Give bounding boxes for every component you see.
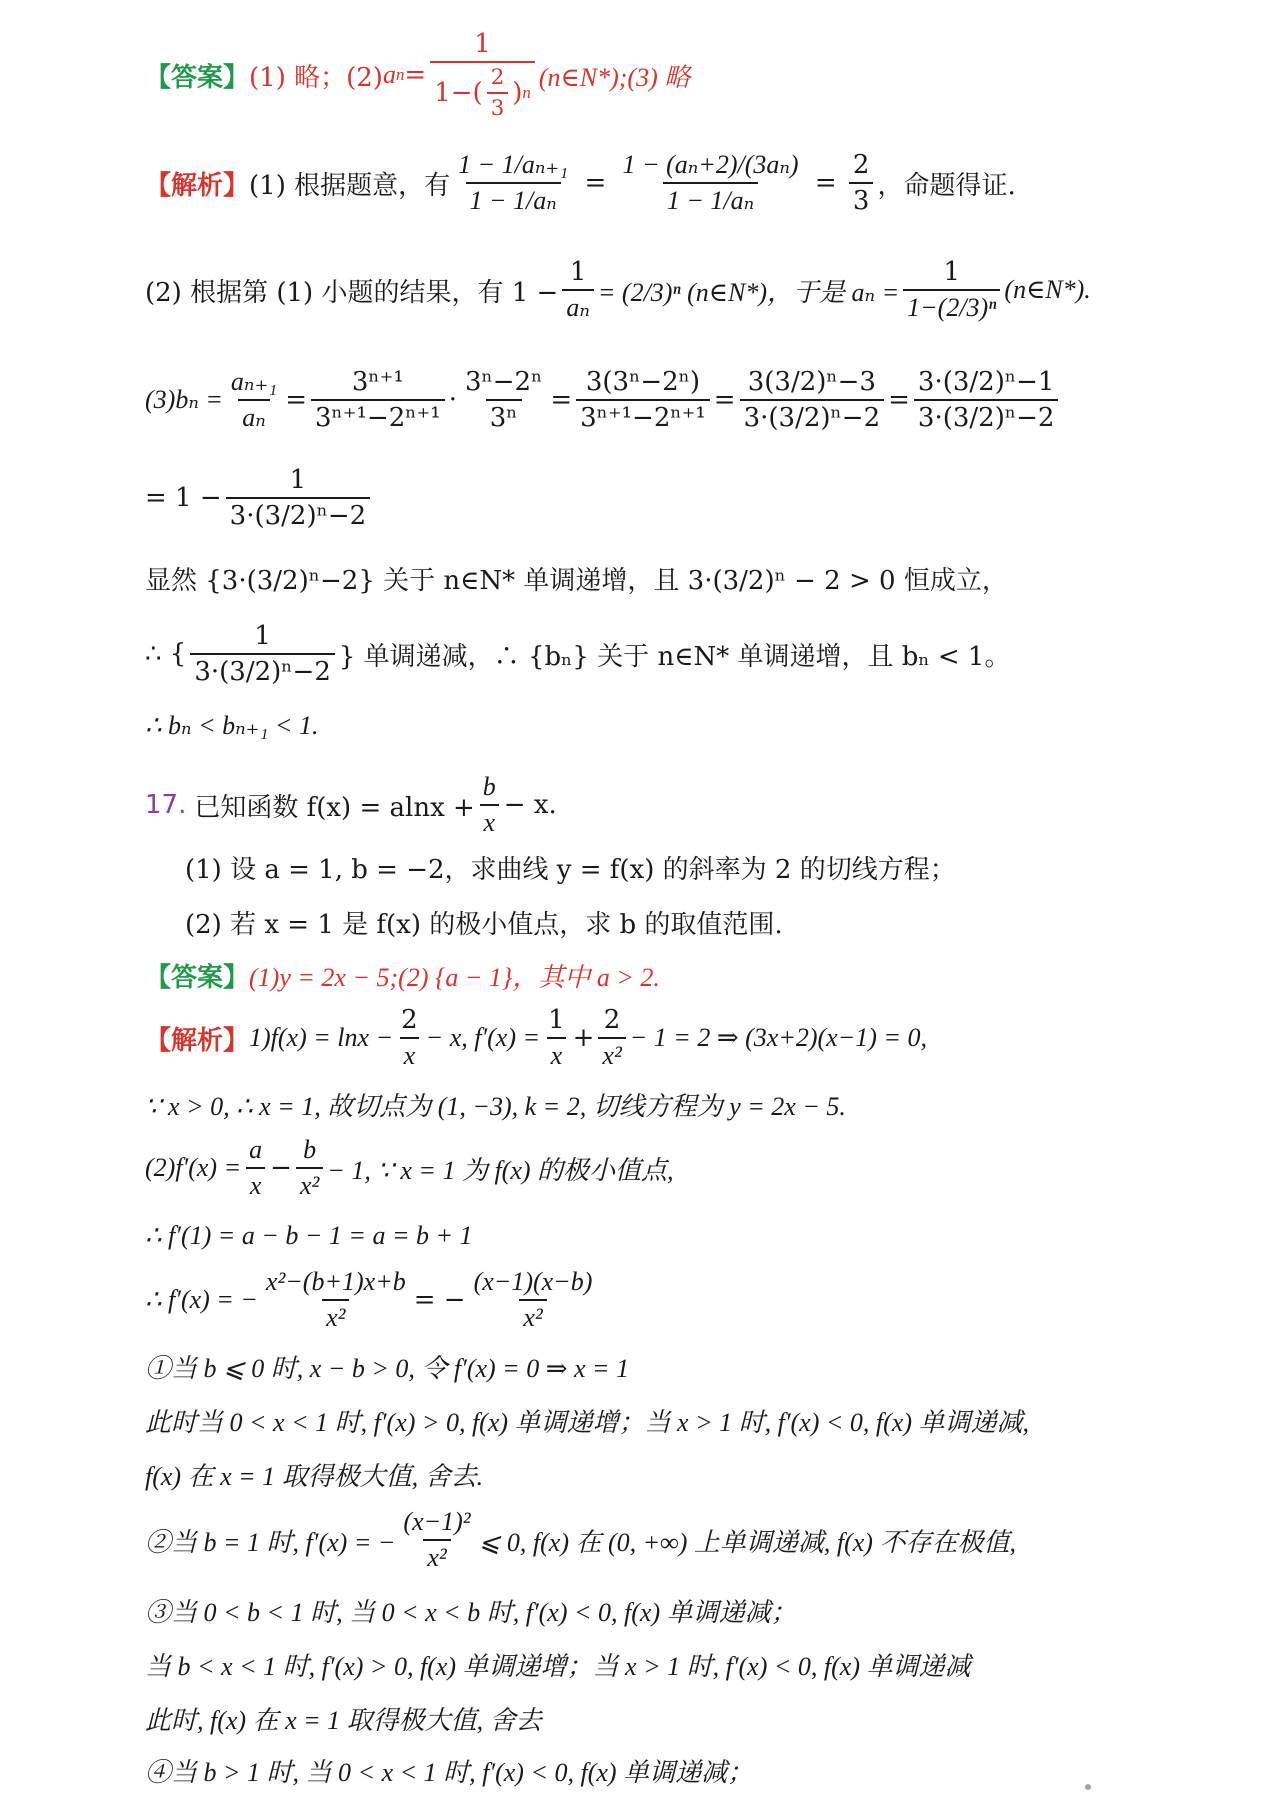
- a16-f3-den: 3: [849, 182, 874, 216]
- a17-l12: 此时, f(x) 在 x = 1 取得极大值, 舍去: [145, 1705, 542, 1735]
- l3-f2-den: 3ⁿ⁺¹−2ⁿ⁺¹: [311, 399, 445, 433]
- answer-part1: (1) 略；(2): [249, 62, 383, 93]
- q17-p2: (2) 若 x = 1 是 f(x) 的极小值点，求 b 的取值范围.: [185, 909, 783, 940]
- a16-l2-text: (2) 根据第 (1) 小题的结果，有 1 −: [145, 277, 559, 308]
- a16-l5: 显然 {3·(3/2)ⁿ−2} 关于 n∈N* 单调递增，且 3·(3/2)ⁿ − 2 > 0 恒成立，: [145, 565, 1008, 596]
- a17-l3-pre: (2)f′(x) =: [145, 1153, 242, 1182]
- analysis-17-line-12: [145, 1694, 1220, 1742]
- a17-l3-f2: [296, 1135, 323, 1201]
- analysis-16-line-4: [145, 458, 1220, 538]
- analysis-17-line-1: [145, 1000, 1220, 1076]
- answer-17: [145, 950, 1220, 1000]
- a17-l10: ③当 0 < b < 1 时, 当 0 < x < b 时, f′(x) < 0, f(x) 单调递减；: [145, 1597, 797, 1627]
- a17-l1-f1-num: 2: [401, 1005, 418, 1035]
- a16-l6-lead: ∴ {: [145, 639, 187, 669]
- a17-l1-mid: − x, f′(x) =: [425, 1023, 541, 1052]
- analysis-17-line-8: [145, 1450, 1220, 1498]
- l3-f5-num: 3(3/2)ⁿ−3: [747, 367, 876, 397]
- q17-stem-pre: 已知函数 f(x) = alnx +: [194, 792, 475, 823]
- analysis-17-line-6: [145, 1342, 1220, 1390]
- a16-l2-frac: [562, 257, 594, 323]
- analysis-17-line-2: [145, 1080, 1220, 1128]
- l3-f6-den: 3·(3/2)ⁿ−2: [914, 399, 1059, 433]
- a17-l3-post: − 1, ∵ x = 1 为 f(x) 的极小值点,: [327, 1155, 674, 1185]
- a17-l1-pre: 1)f(x) = lnx −: [249, 1023, 394, 1052]
- a17-l3-f1-num: a: [249, 1135, 263, 1164]
- analysis-16-line-5: [145, 545, 1220, 611]
- a17-l5-f2-num: (x−1)(x−b): [473, 1267, 593, 1296]
- a16-frac-1: [454, 150, 572, 216]
- den-inner-frac: [487, 65, 509, 121]
- a16-f1-den: 1 − 1/aₙ: [466, 182, 561, 216]
- analysis-17-line-9: [145, 1500, 1220, 1580]
- a17-l3-f2-num: b: [303, 1135, 317, 1164]
- a16-l2-rfrac: [903, 257, 1000, 323]
- a17-l5-f1-den: x²: [322, 1299, 349, 1333]
- a16-l2-rden: 1−(2/3)ⁿ: [903, 289, 1000, 323]
- question-17-part-2: [185, 897, 1220, 947]
- a16-l3-f2: [311, 367, 445, 433]
- answer-16: [145, 30, 1220, 120]
- a17-l1-plus: +: [572, 1023, 595, 1053]
- a17-l4: ∴ f′(1) = a − b − 1 = a = b + 1: [145, 1221, 473, 1250]
- a16-l2-mid: = (2/3)ⁿ (n∈N*)，于是 aₙ =: [597, 277, 900, 307]
- a17-l3-f1-den: x: [246, 1167, 266, 1201]
- a16-l3-f4: [576, 367, 710, 433]
- a16-l3-f6: [914, 367, 1059, 433]
- analysis-16-line-7: [145, 702, 1220, 750]
- q17-frac-num: b: [482, 772, 496, 801]
- a16-l6-tail: } 单调递减，∴ {bₙ} 关于 n∈N* 单调递增，且 bₙ < 1。: [338, 641, 1011, 672]
- a17-l1-f2-num: 1: [548, 1005, 565, 1035]
- answer-an: a: [382, 60, 396, 89]
- a16-frac-2: [619, 150, 803, 216]
- a17-l1-post: − 1 = 2 ⇒ (3x+2)(x−1) = 0,: [629, 1023, 927, 1052]
- a17-l3-minus: −: [270, 1153, 292, 1183]
- answer-fraction: [430, 29, 535, 121]
- a17-l1-f3-num: 2: [603, 1005, 621, 1035]
- a17-l1-f1: [397, 1005, 422, 1071]
- a17-l5-f1: [262, 1267, 410, 1333]
- l3-f1-num: aₙ₊₁: [230, 367, 278, 396]
- den-inner-den: 3: [487, 92, 509, 121]
- a17-l5-f2: [470, 1267, 597, 1333]
- a17-l2: ∵ x > 0, ∴ x = 1, 故切点为 (1, −3), k = 2, 切线方程为 y = 2x − 5.: [145, 1091, 846, 1121]
- answer-an-sub: n: [395, 65, 405, 84]
- den-sup: n: [522, 83, 531, 102]
- den-pre: 1−(: [434, 78, 483, 108]
- l3-f1-den: aₙ: [238, 399, 270, 433]
- analysis-16-l1-text: (1) 根据题意，有: [249, 170, 451, 201]
- analysis-16-line-2: [145, 245, 1220, 335]
- question-17-part-1: [185, 842, 1220, 892]
- a17-l1-f1-den: x: [400, 1037, 420, 1071]
- a16-l1-tail: ，命题得证.: [877, 170, 1016, 201]
- analysis-16-line-1: 【解析】 (1) 根据题意，有 $\frac{\text{1 − 1/aₙ₊₁}}{\text{1 − 1/aₙ}}$ = $\frac{\text{1 − (aₙ+2)/(3aₙ)}}{\text{1 − 1/aₙ}}$ = $\frac{2}{3}$ ，命题得证.: [145, 150, 1016, 216]
- analysis-16-line-3: (3)bₙ = $\frac{\text{aₙ₊₁}}{\text{aₙ}}$ = $\frac{\text{3ⁿ⁺¹}}{\text{3ⁿ⁺¹−2ⁿ⁺¹}}$ · $\frac{\text{3ⁿ−2ⁿ}}{\text{3ⁿ}}$ = $\frac{\text{3(3ⁿ−2ⁿ)}}{\text{3ⁿ⁺¹−2ⁿ⁺¹}}$ = $\frac{\text{3(3/2)ⁿ−3}}{\text{3·(3/2)ⁿ−2}}$ = $\frac{\text{3·(3/2)ⁿ−1}}{\text{3·(3/2)ⁿ−2}}$: [145, 345, 1220, 455]
- a16-l2-den: aₙ: [562, 289, 594, 323]
- a17-l9-den: x²: [423, 1539, 450, 1573]
- l3-f4-den: 3ⁿ⁺¹−2ⁿ⁺¹: [576, 399, 710, 433]
- a16-l3-f1: [227, 367, 281, 433]
- a16-l4-frac: [226, 465, 371, 531]
- analysis-17-line-13: [145, 1746, 1220, 1794]
- analysis-16-line-6: [145, 612, 1220, 696]
- analysis-17-tag: 【解析】: [145, 1025, 250, 1056]
- l6-num: 1: [254, 621, 271, 651]
- a16-frac-3: [849, 150, 874, 216]
- a17-l7: 此时当 0 < x < 1 时, f′(x) > 0, f(x) 单调递增；当 x > 1 时, f′(x) < 0, f(x) 单调递减,: [145, 1407, 1030, 1437]
- analysis-17-line-7: [145, 1396, 1220, 1444]
- answer-17-text: (1)y = 2x − 5;(2) {a − 1}，其中 a > 2.: [249, 962, 660, 992]
- q17-stem-post: − x.: [503, 790, 557, 820]
- a17-l8: f(x) 在 x = 1 取得极大值, 舍去.: [145, 1461, 484, 1491]
- question-17-stem: [145, 770, 1220, 840]
- answer-frac-den: [430, 61, 535, 121]
- q17-frac: [479, 772, 500, 838]
- a17-l1-f2: [544, 1005, 569, 1071]
- a17-l1-f3: [598, 1005, 625, 1071]
- a16-f3-num: 2: [852, 150, 870, 180]
- analysis-17-line-3: [145, 1130, 1220, 1206]
- a17-l1-f3-den: x²: [598, 1037, 625, 1071]
- a16-l3-f5: [740, 367, 885, 433]
- l3-f5-den: 3·(3/2)ⁿ−2: [740, 399, 885, 433]
- a17-l9-num: (x−1)²: [403, 1507, 471, 1536]
- a16-f1-num: 1 − 1/aₙ₊₁: [458, 150, 569, 179]
- l3-f4-num: 3(3ⁿ−2ⁿ): [585, 367, 701, 397]
- a17-l5-pre: ∴ f′(x) = −: [145, 1285, 258, 1314]
- a17-l5-mid: = −: [413, 1285, 466, 1315]
- q17-p1: (1) 设 a = 1, b = −2，求曲线 y = f(x) 的斜率为 2 的切线方程；: [185, 854, 956, 885]
- a16-l6-frac: [190, 621, 335, 687]
- a17-l3-f2-den: x²: [296, 1167, 323, 1201]
- analysis-17-line-10: [145, 1586, 1220, 1634]
- a16-f2-num: 1 − (aₙ+2)/(3aₙ): [622, 150, 799, 179]
- l4-num: 1: [289, 465, 307, 495]
- l3-f3-den: 3ⁿ: [486, 399, 522, 433]
- a17-l3-f1: [245, 1135, 266, 1201]
- l3-f3-num: 3ⁿ−2ⁿ: [464, 367, 543, 397]
- a17-l5-f1-num: x²−(b+1)x+b: [265, 1267, 406, 1296]
- answer-part2: (n∈N*);(3) 略: [538, 62, 691, 92]
- l3-f2-num: 3ⁿ⁺¹: [351, 367, 404, 397]
- analysis-17-line-5: [145, 1262, 1220, 1338]
- a16-l3-f3: [461, 367, 546, 433]
- a17-l5-f2-den: x²: [519, 1299, 546, 1333]
- a16-l3-lead: (3)bₙ =: [145, 385, 223, 414]
- a17-l9-post: ⩽ 0, f(x) 在 (0, +∞) 上单调递减, f(x) 不存在极值,: [478, 1527, 1016, 1557]
- a17-l11: 当 b < x < 1 时, f′(x) > 0, f(x) 单调递增；当 x > 1 时, f′(x) < 0, f(x) 单调递减: [145, 1651, 971, 1681]
- l6-den: 3·(3/2)ⁿ−2: [190, 653, 335, 687]
- l3-f6-num: 3·(3/2)ⁿ−1: [917, 367, 1055, 397]
- den-inner-num: 2: [490, 65, 505, 90]
- a17-l1-f2-den: x: [547, 1037, 567, 1071]
- a16-l4-lead: = 1 −: [145, 483, 222, 513]
- q17-frac-den: x: [480, 804, 500, 838]
- a16-l2-num: 1: [569, 257, 587, 287]
- analysis-17-line-4: [145, 1212, 1220, 1260]
- a16-l7: ∴ bₙ < bₙ₊₁ < 1.: [145, 711, 319, 740]
- answer-eq: =: [404, 60, 427, 90]
- a16-l2-end: (n∈N*).: [1004, 275, 1091, 304]
- a17-l13: ④当 b > 1 时, 当 0 < x < 1 时, f′(x) < 0, f(x) 单调递减；: [145, 1757, 754, 1787]
- a17-l6: ①当 b ⩽ 0 时, x − b > 0, 令 f′(x) = 0 ⇒ x = 1: [145, 1353, 630, 1383]
- analysis-17-line-11: [145, 1640, 1220, 1688]
- answer-frac-num: 1: [474, 29, 491, 59]
- analysis-tag: 【解析】: [145, 170, 250, 201]
- answer-tag: 【答案】: [145, 62, 250, 93]
- a16-f2-den: 1 − 1/aₙ: [663, 182, 758, 216]
- a17-l9-frac: [399, 1507, 474, 1573]
- page-dot: [1085, 1784, 1091, 1790]
- den-post: ): [512, 78, 523, 108]
- a17-l9-pre: ②当 b = 1 时, f′(x) = −: [145, 1527, 396, 1557]
- answer-17-tag: 【答案】: [145, 962, 250, 993]
- l4-den: 3·(3/2)ⁿ−2: [226, 497, 371, 531]
- question-number: 17.: [145, 790, 187, 820]
- a16-l2-rnum: 1: [943, 257, 961, 287]
